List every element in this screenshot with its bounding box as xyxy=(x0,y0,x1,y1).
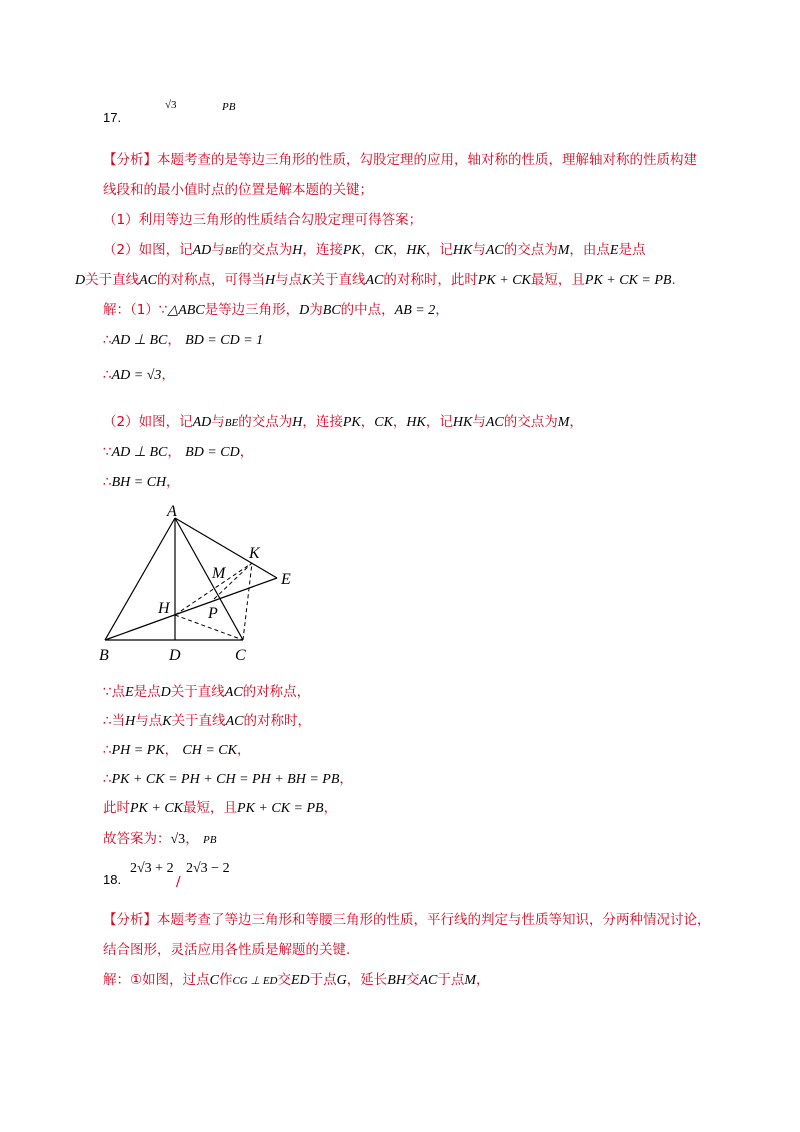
analysis-point-2-cont: D关于直线AC的对称点，可得当H与点K关于直线AC的对称时，此时PK + CK最短，且PK + CK = PB. xyxy=(75,272,676,288)
solution-line-1: 解：（1）∵△ABC是等边三角形，D为BC的中点，AB = 2， xyxy=(103,302,449,318)
label-C: C xyxy=(235,647,246,664)
label-E: E xyxy=(281,571,291,588)
reasoning-line-4: ∴PK + CK = PH + CH = PH + BH = PB， xyxy=(103,771,353,787)
analysis-point-1: （1）利用等边三角形的性质结合勾股定理可得答案； xyxy=(103,212,423,228)
solution-line-6: ∴BH = CH， xyxy=(103,474,180,490)
label-B: B xyxy=(99,647,109,664)
label-A: A xyxy=(167,503,177,520)
solution-line-3: ∴AD = √3， xyxy=(103,367,175,383)
solution-line-2: ∴AD ⊥ BC， BD = CD = 1 xyxy=(103,332,264,348)
analysis-line-1: 【分析】本题考查的是等边三角形的性质，勾股定理的应用，轴对称的性质，理解轴对称的性质构建 xyxy=(103,152,697,168)
q18-answer-separator: / xyxy=(176,874,181,890)
label-K: K xyxy=(249,545,260,562)
q18-solution-line-1: 解：①如图，过点C作CG ⊥ ED交ED于点G，延长BH交AC于点M， xyxy=(103,972,490,988)
reasoning-line-2: ∴当H与点K关于直线AC的对称时， xyxy=(103,713,311,729)
solution-line-4: （2）如图，记AD与BE的交点为H，连接PK，CK，HK，记HK与AC的交点为M， xyxy=(103,414,583,430)
segment-BE xyxy=(105,578,277,640)
label-D: D xyxy=(169,647,181,664)
q17-answer-1: √3 xyxy=(165,99,177,111)
analysis-point-2: （2）如图，记AD与BE的交点为H，连接PK，CK，HK，记HK与AC的交点为M，由点E是点 xyxy=(103,242,646,258)
geometry-figure xyxy=(95,500,305,665)
segment-AB xyxy=(105,518,175,640)
final-answer-17: 故答案为：√3， PB xyxy=(103,831,217,847)
q18-answer-1: 2√3 + 2 xyxy=(130,861,174,876)
question-number-18: 18. xyxy=(103,872,122,887)
question-number-17: 17. xyxy=(103,110,122,125)
q17-answer-2: PB xyxy=(222,101,236,113)
label-M: M xyxy=(212,565,226,582)
label-P: P xyxy=(208,605,218,622)
label-H: H xyxy=(158,600,170,617)
q18-analysis-line-1: 【分析】本题考查了等边三角形和等腰三角形的性质，平行线的判定与性质等知识，分两种情况讨论， xyxy=(103,912,711,928)
q18-analysis-line-2: 结合图形，灵活应用各性质是解题的关键. xyxy=(103,942,351,958)
reasoning-line-3: ∴PH = PK， CH = CK， xyxy=(103,742,251,758)
solution-line-5: ∵AD ⊥ BC， BD = CD， xyxy=(103,444,254,460)
reasoning-line-1: ∵点E是点D关于直线AC的对称点， xyxy=(103,684,311,700)
segment-CK xyxy=(243,563,252,640)
analysis-line-2: 线段和的最小值时点的位置是解本题的关键； xyxy=(103,182,373,198)
reasoning-line-5: 此时PK + CK最短，且PK + CK = PB， xyxy=(103,800,338,816)
segment-AE xyxy=(175,518,277,578)
q18-answer-2: 2√3 − 2 xyxy=(186,861,230,876)
